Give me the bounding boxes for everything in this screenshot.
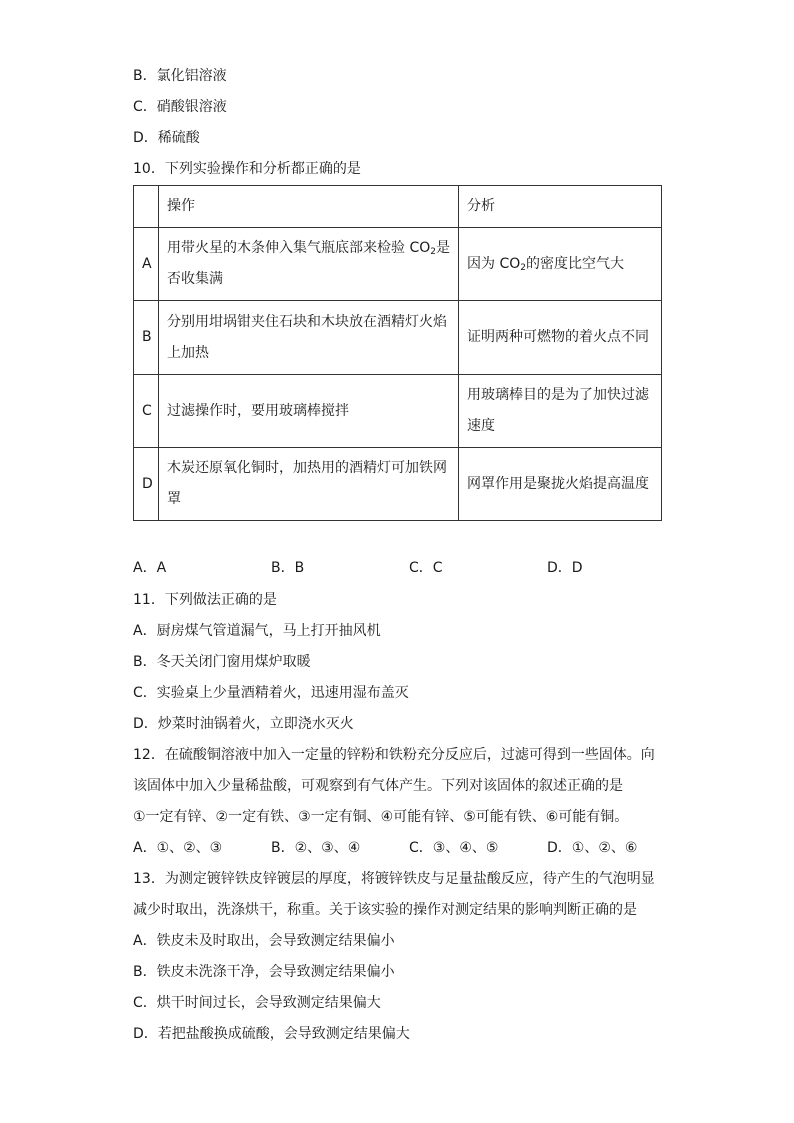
q12-statements: ①一定有锌、②一定有铁、③一定有铜、④可能有锌、⑤可能有铁、⑥可能有铜。 — [133, 809, 629, 825]
q12-option-a: A．①、②、③ — [133, 840, 223, 856]
q12-option-b: B．②、③、④ — [271, 840, 361, 856]
header-operation: 操作 — [159, 186, 459, 228]
q12-option-c: C．③、④、⑤ — [409, 840, 499, 856]
q13-option-d: D．若把盐酸换成硫酸，会导致测定结果偏大 — [133, 1026, 410, 1042]
header-analysis: 分析 — [459, 186, 662, 228]
q13-option-b: B．铁皮未洗涤干净，会导致测定结果偏小 — [133, 964, 395, 980]
q12-stem: 12．在硫酸铜溶液中加入一定量的锌粉和铁粉充分反应后，过滤可得到一些固体。向该固体中加入少量稀盐酸，可观察到有气体产生。下列对该固体的叙述正确的是 — [133, 747, 655, 794]
q11-option-c: C．实验桌上少量酒精着火，迅速用湿布盖灭 — [133, 685, 409, 701]
q10-option-c: C．C — [409, 560, 443, 576]
row-analysis: 网罩作用是聚拢火焰提高温度 — [459, 448, 662, 521]
table-row — [134, 375, 662, 448]
q13-option-c: C．烘干时间过长，会导致测定结果偏大 — [133, 995, 381, 1011]
row-operation: 分别用坩埚钳夹住石块和木块放在酒精灯火焰上加热 — [159, 301, 459, 375]
q9-option-c: C．硝酸银溶液 — [133, 99, 227, 115]
row-analysis: 因为 $CO_2$的密度比空气大 — [459, 228, 662, 301]
row-analysis: 证明两种可燃物的着火点不同 — [459, 301, 662, 375]
q11-option-d: D．炒菜时油锅着火，立即浇水灭火 — [133, 716, 354, 732]
row-analysis: 用玻璃棒目的是为了加快过滤速度 — [459, 375, 662, 448]
q13-option-a: A．铁皮未及时取出，会导致测定结果偏小 — [133, 933, 395, 949]
q10-option-a: A．A — [133, 560, 167, 576]
q10-option-d: D．D — [547, 560, 583, 576]
q10-options — [133, 558, 693, 578]
row-letter: C — [134, 375, 159, 448]
table-row — [134, 448, 662, 521]
table-header-row — [134, 186, 662, 228]
row-letter: D — [134, 448, 159, 521]
q10-option-b: B．B — [271, 560, 305, 576]
q13-stem: 13．为测定镀锌铁皮锌镀层的厚度，将镀锌铁皮与足量盐酸反应，待产生的气泡明显减少时取出，洗涤烘干，称重。关于该实验的操作对测定结果的影响判断正确的是 — [133, 871, 655, 918]
row-operation: 用带火星的木条伸入集气瓶底部来检验 $CO_2$是否收集满 — [159, 228, 459, 301]
q9-option-d: D．稀硫酸 — [133, 130, 200, 146]
q10-stem: 10．下列实验操作和分析都正确的是 — [133, 161, 361, 177]
q9-option-b: B．氯化铝溶液 — [133, 68, 227, 84]
q11-option-b: B．冬天关闭门窗用煤炉取暖 — [133, 654, 311, 670]
q10-table — [133, 185, 662, 521]
q11-stem: 11．下列做法正确的是 — [133, 592, 277, 608]
row-letter: A — [134, 228, 159, 301]
q11-option-a: A．厨房煤气管道漏气，马上打开抽风机 — [133, 623, 381, 639]
row-operation: 木炭还原氧化铜时，加热用的酒精灯可加铁网罩 — [159, 448, 459, 521]
table-header-blank — [134, 186, 159, 228]
row-letter: B — [134, 301, 159, 375]
row-operation: 过滤操作时，要用玻璃棒搅拌 — [159, 375, 459, 448]
q12-options — [133, 838, 693, 858]
table-row — [134, 228, 662, 301]
q12-option-d: D．①、②、⑥ — [547, 840, 638, 856]
table-row — [134, 301, 662, 375]
